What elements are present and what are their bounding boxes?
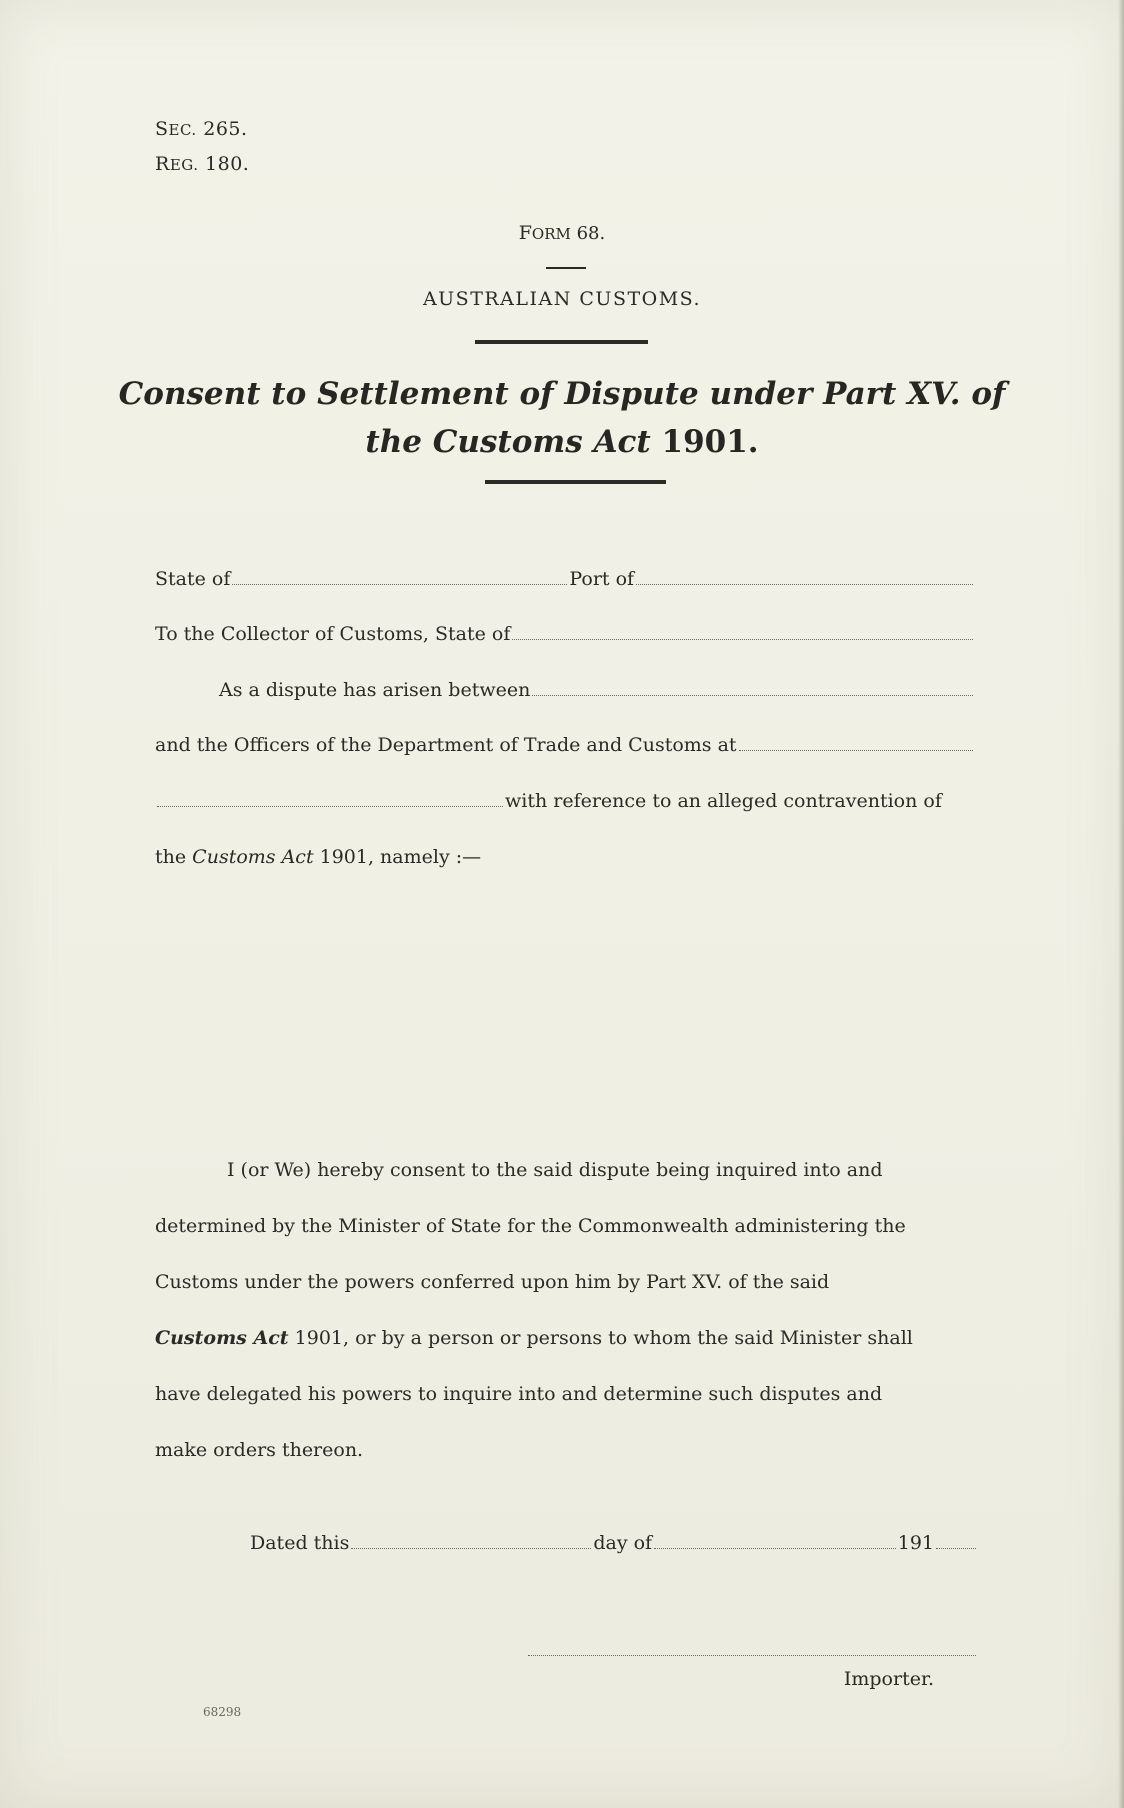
dispute-parties-field[interactable] [532,679,973,696]
signature-line[interactable] [528,1655,976,1656]
form-num: 68. [576,223,606,244]
title-line-2 [0,418,1124,466]
collector-row [155,623,975,653]
print-number: 68298 [203,1705,242,1719]
consent-paragraph [155,1142,975,1478]
consent-line-6: make orders thereon. [155,1439,364,1461]
namely-row [155,846,975,876]
officers-row [155,734,975,764]
regulation-reference [155,153,249,175]
title-act: the Customs Act [365,424,651,460]
sec-rest: EC. [168,121,197,139]
reg-prefix: R [155,153,170,175]
reference-row [155,790,975,820]
namely-rest: 1901, namely :— [319,846,482,868]
consent-line-1: I (or We) hereby consent to the said dispute being inquired into and [227,1159,883,1181]
thick-divider-top [475,340,648,344]
form-number [0,222,1124,244]
consent-line-3: Customs under the powers conferred upon him by Part XV. of the said [155,1271,830,1293]
namely-text [155,846,481,868]
port-of-label: Port of [569,568,635,590]
officers-label: and the Officers of the Department of Trade and Customs at [155,734,737,756]
reg-rest: EG. [169,156,199,174]
officers-location-field[interactable] [739,734,973,751]
collector-label: To the Collector of Customs, State of [155,623,511,645]
day-field[interactable] [351,1532,591,1549]
form-rest: ORM [531,225,571,243]
form-title [0,370,1124,466]
state-of-field[interactable] [232,568,567,585]
form-prefix: F [518,222,532,244]
title-line-1: Consent to Settlement of Dispute under Part XV. of [118,376,1006,412]
thick-divider-bottom [485,480,666,484]
short-divider [546,267,586,269]
reference-label: with reference to an alleged contravention of [505,790,942,812]
consent-line-2: determined by the Minister of State for the Commonwealth administering the [155,1215,906,1237]
title-year: 1901. [661,424,759,460]
year-prefix: 191 [897,1532,934,1554]
sec-number: 265. [203,118,248,140]
dispute-label: As a dispute has arisen between [219,679,531,701]
section-reference [155,118,248,140]
consent-act: Customs Act [155,1327,289,1349]
dated-this-label: Dated this [250,1532,350,1554]
namely-act: Customs Act [192,846,314,868]
year-field[interactable] [936,1532,976,1549]
dispute-row [219,679,975,709]
reg-number: 180. [205,153,250,175]
port-of-field[interactable] [636,568,973,585]
namely-the: the [155,846,187,868]
consent-line-4-rest: 1901, or by a person or persons to whom the said Minister shall [294,1327,913,1349]
dated-row [250,1532,978,1562]
collector-state-field[interactable] [512,623,973,640]
importer-label: Importer. [843,1668,934,1690]
location-continued-field[interactable] [157,790,503,807]
state-port-row [155,568,975,598]
month-field[interactable] [654,1532,896,1549]
sec-prefix: S [155,118,169,140]
department-heading: AUSTRALIAN CUSTOMS. [422,288,702,310]
state-of-label: State of [155,568,231,590]
consent-line-4 [155,1310,975,1366]
day-of-label: day of [593,1532,653,1554]
consent-line-5: have delegated his powers to inquire into and determine such disputes and [155,1383,883,1405]
